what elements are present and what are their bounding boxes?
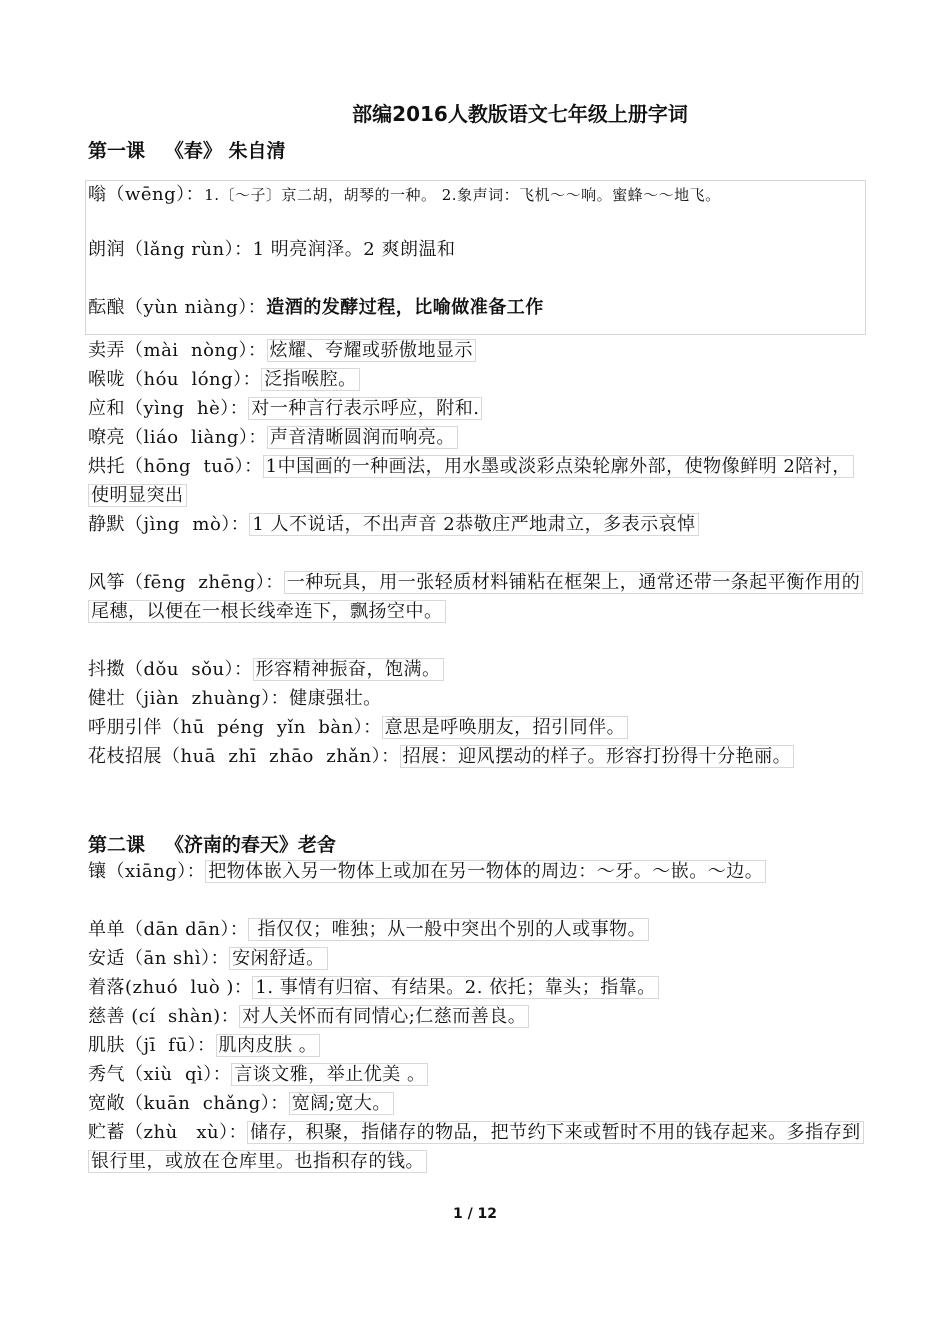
vocab-entry	[88, 973, 868, 1002]
vocab-definition: 一种玩具，用一张轻质材料铺粘在框架上，通常还带一条起平衡作用的尾穗，以便在一根长线牵连下，飘扬空中。	[88, 571, 863, 623]
vocab-entry	[88, 1031, 868, 1060]
vocab-definition: 1.〔～子〕京二胡，胡琴的一种。 2.象声词：飞机～～响。蜜蜂～～地飞。	[204, 186, 721, 204]
vocab-word: 喉咙（hóu lóng）：	[88, 369, 262, 390]
document-title: 部编2016人教版语文七年级上册字词	[352, 102, 688, 126]
vocab-entry	[88, 180, 868, 210]
vocab-entry	[88, 1089, 868, 1118]
vocab-entry	[88, 1002, 868, 1031]
vocab-definition: 声音清晰圆润而响亮。	[267, 426, 458, 449]
vocab-word: 健壮（jiàn zhuàng）：	[88, 688, 290, 709]
vocab-word: 朗润（lǎng rùn）：	[88, 239, 253, 260]
vocab-entry	[88, 510, 868, 539]
vocab-word: 风筝（fēng zhēng）：	[88, 572, 284, 593]
vocab-word: 烘托（hōng tuō）：	[88, 456, 263, 477]
vocab-entry	[88, 568, 868, 626]
vocab-entry	[88, 452, 868, 510]
vocab-definition: 造酒的发酵过程，比喻做准备工作	[266, 297, 544, 318]
vocab-definition: 炫耀、夸耀或骄傲地显示	[267, 339, 477, 362]
vocab-definition: 1 明亮润泽。2 爽朗温和	[252, 239, 456, 260]
vocab-definition: 对一种言行表示呼应，附和.	[248, 397, 482, 420]
vocab-word: 抖擞（dǒu sǒu）：	[88, 659, 253, 680]
vocab-word: 肌肤（jī fū）：	[88, 1035, 216, 1056]
vocab-word: 贮蓄（zhù xù）：	[88, 1122, 248, 1143]
vocab-entry	[88, 394, 868, 423]
vocab-word: 宽敞（kuān chǎng）：	[88, 1093, 289, 1114]
vocab-entry	[88, 915, 868, 944]
vocab-definition: 形容精神振奋，饱满。	[253, 658, 444, 681]
vocab-definition: 肌肉皮肤 。	[216, 1034, 321, 1057]
vocab-word: 安适（ān shì）：	[88, 948, 230, 969]
vocab-word: 嗡（wēng）：	[88, 184, 205, 205]
vocab-entry	[88, 365, 868, 394]
vocab-definition: 安闲舒适。	[229, 947, 328, 970]
vocab-entry	[88, 713, 868, 742]
vocab-definition: 1中国画的一种画法，用水墨或淡彩点染轮廓外部，使物像鲜明 2陪衬，使明显突出	[88, 455, 854, 507]
vocab-word: 卖弄（mài nòng）：	[88, 340, 267, 361]
vocab-definition: 指仅仅；唯独；从一般中突出个别的人或事物。	[248, 918, 649, 941]
vocab-word: 镶（xiāng）：	[88, 861, 206, 882]
vocab-word: 着落(zhuó luò )：	[88, 977, 253, 998]
vocab-definition: 意思是呼唤朋友，招引同伴。	[382, 716, 629, 739]
vocab-word: 慈善 (cí shàn)：	[88, 1006, 240, 1027]
vocab-word: 单单（dān dān）：	[88, 919, 249, 940]
vocab-entry	[88, 684, 868, 713]
vocab-entry	[88, 944, 868, 973]
vocab-entry	[88, 1060, 868, 1089]
vocab-definition: 宽阔;宽大。	[289, 1092, 394, 1115]
vocab-word: 呼朋引伴（hū péng yǐn bàn）：	[88, 717, 382, 738]
vocab-word: 花枝招展（huā zhī zhāo zhǎn）：	[88, 746, 400, 767]
vocab-definition: 言谈文雅，举止优美 。	[231, 1063, 428, 1086]
page-number: 1 / 12	[452, 1206, 498, 1222]
vocab-definition: 把物体嵌入另一物体上或加在另一物体的周边：～牙。～嵌。～边。	[205, 860, 766, 883]
lesson-2-heading: 第二课 《济南的春天》老舍	[88, 834, 336, 856]
vocab-word: 静默（jìng mò）：	[88, 514, 250, 535]
vocab-word: 酝酿（yùn niàng）：	[88, 297, 267, 318]
vocab-entry	[88, 423, 868, 452]
vocab-definition: 1 人不说话，不出声音 2恭敬庄严地肃立，多表示哀悼	[249, 513, 698, 536]
vocab-entry	[88, 655, 868, 684]
lesson-1-heading: 第一课 《春》 朱自清	[88, 140, 286, 162]
vocab-definition: 健康强壮。	[289, 688, 382, 709]
vocab-entry	[88, 235, 868, 264]
vocab-entry	[88, 1118, 868, 1176]
vocab-word: 嘹亮（liáo liàng）：	[88, 427, 267, 448]
vocab-entry	[88, 742, 868, 771]
vocab-word: 应和（yìng hè）：	[88, 398, 249, 419]
vocab-entry	[88, 336, 868, 365]
vocab-definition: 储存，积聚，指储存的物品，把节约下来或暂时不用的钱存起来。多指存到银行里，或放在仓库里。也指积存的钱。	[88, 1121, 864, 1173]
vocab-entry	[88, 293, 868, 322]
vocab-word: 秀气（xiù qì）：	[88, 1064, 232, 1085]
vocab-definition: 对人关怀而有同情心;仁慈而善良。	[239, 1005, 529, 1028]
vocab-definition: 招展：迎风摆动的样子。形容打扮得十分艳丽。	[400, 745, 795, 768]
vocab-definition: 泛指喉腔。	[261, 368, 360, 391]
vocab-entry	[88, 857, 868, 886]
vocab-definition: 1. 事情有归宿、有结果。2. 依托；靠头；指靠。	[252, 976, 658, 999]
